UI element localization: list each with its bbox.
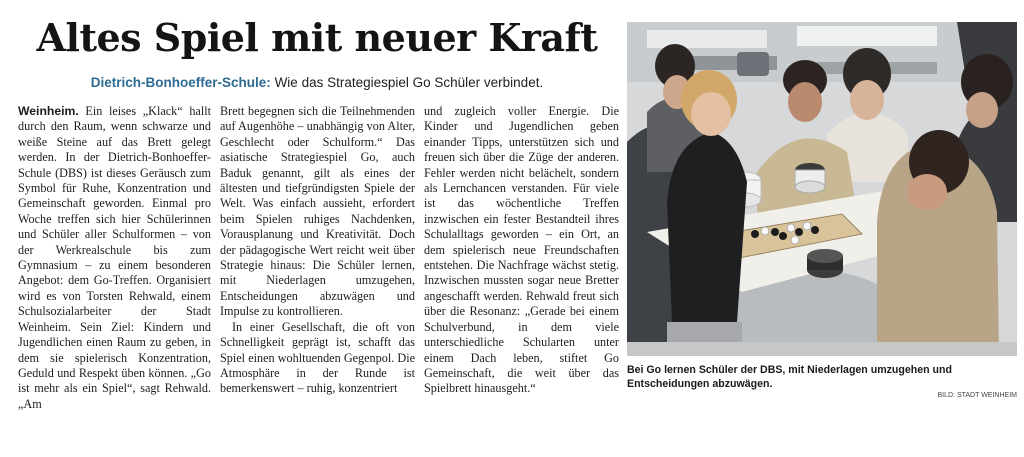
article-kicker: Dietrich-Bonhoeffer-Schule: <box>90 75 271 90</box>
article-column-2 <box>220 104 415 397</box>
paragraph: und zugleich voller Energie. Die Kinder und Jugendlichen geben einander Tipps, unterstützen sich und freuen sich über die Züge der anderen. Fehler werden nicht belächelt, sondern als Lernchancen verstanden. Für viele ist das wöchentliche Treffen inzwischen ein fester Bestandteil ihres Schulalltags geworden – ein Ort, an dem spielerisch neue Freundschaften entstehen. Die Nachfrage wächst stetig. Inzwischen mussten sogar neue Bretter angeschafft werden. Rehwald freut sich über die Resonanz: „Gerade bei einem Schulverbund, in dem viele unterschiedliche Schularten unter einem Dach leben, stiftet Go Gemeinschaft, die weit über das Spielbrett hinausgeht.“ <box>424 104 619 396</box>
article-headline: Altes Spiel mit neuer Kraft <box>36 15 598 60</box>
paragraph: Brett begegnen sich die Teilnehmenden auf Augenhöhe – unabhängig von Alter, Geschlecht oder Schulform.“ Das asiatische Strategiespiel Go, auch Baduk genannt, gilt als eines der ältesten und tiefgründigsten Spiele der Welt. Was einfach aussieht, erfordert beim Spielen ruhiges Nachdenken, Vorausplanung und Kreativität. Doch der pädagogische Wert reicht weit über Strategie hinaus: Die Schüler lernen, mit Niederlagen umzugehen, Entscheidungen abzuwägen und Impulse zu kontrollieren. <box>220 104 415 319</box>
paragraph-text: Ein leises „Klack“ hallt durch den Raum, wenn schwarze und weiße Steine auf das Brett gelegt werden. In der Dietrich-Bonhoeffer-Schule (DBS) ist dieses Geräusch zum Symbol für Ruhe, Konzentration und Gemeinschaft geworden. Einmal pro Woche treffen sich hier Schülerinnen und Schüler aller Schulformen – von der Werkrealschule bis zum Gymnasium – zu einem besonderen Angebot: dem Go-Treffen. Organisiert wird es von Torsten Rehwald, einem Schulsozialarbeiter der Stadt Weinheim. Sein Ziel: Kindern und Jugendlichen einen Raum zu geben, in dem sie spielerisch Konzentration, Geduld und Respekt üben können. „Go ist mehr als ein Spiel“, sagt Rehwald. „Am <box>18 104 211 411</box>
photo-credit: BILD: STADT WEINHEIM <box>937 392 1017 399</box>
article-subheadline-row <box>20 74 614 92</box>
article-column-3 <box>424 104 619 397</box>
article-subheadline: Wie das Strategiespiel Go Schüler verbindet. <box>274 75 544 90</box>
article-column-1 <box>18 104 211 412</box>
article-photo <box>627 22 1017 356</box>
paragraph: In einer Gesellschaft, die oft von Schnelligkeit geprägt ist, schafft das Spiel einen wohltuenden Gegenpol. Die Atmosphäre in der Runde ist bemerkenswert – ruhig, konzentriert <box>220 319 415 396</box>
paragraph <box>18 104 211 412</box>
dateline: Weinheim. <box>18 104 79 118</box>
photo-caption: Bei Go lernen Schüler der DBS, mit Niederlagen umzugehen und Entscheidungen abzuwägen. <box>627 364 952 390</box>
photo-illustration <box>627 22 1017 356</box>
